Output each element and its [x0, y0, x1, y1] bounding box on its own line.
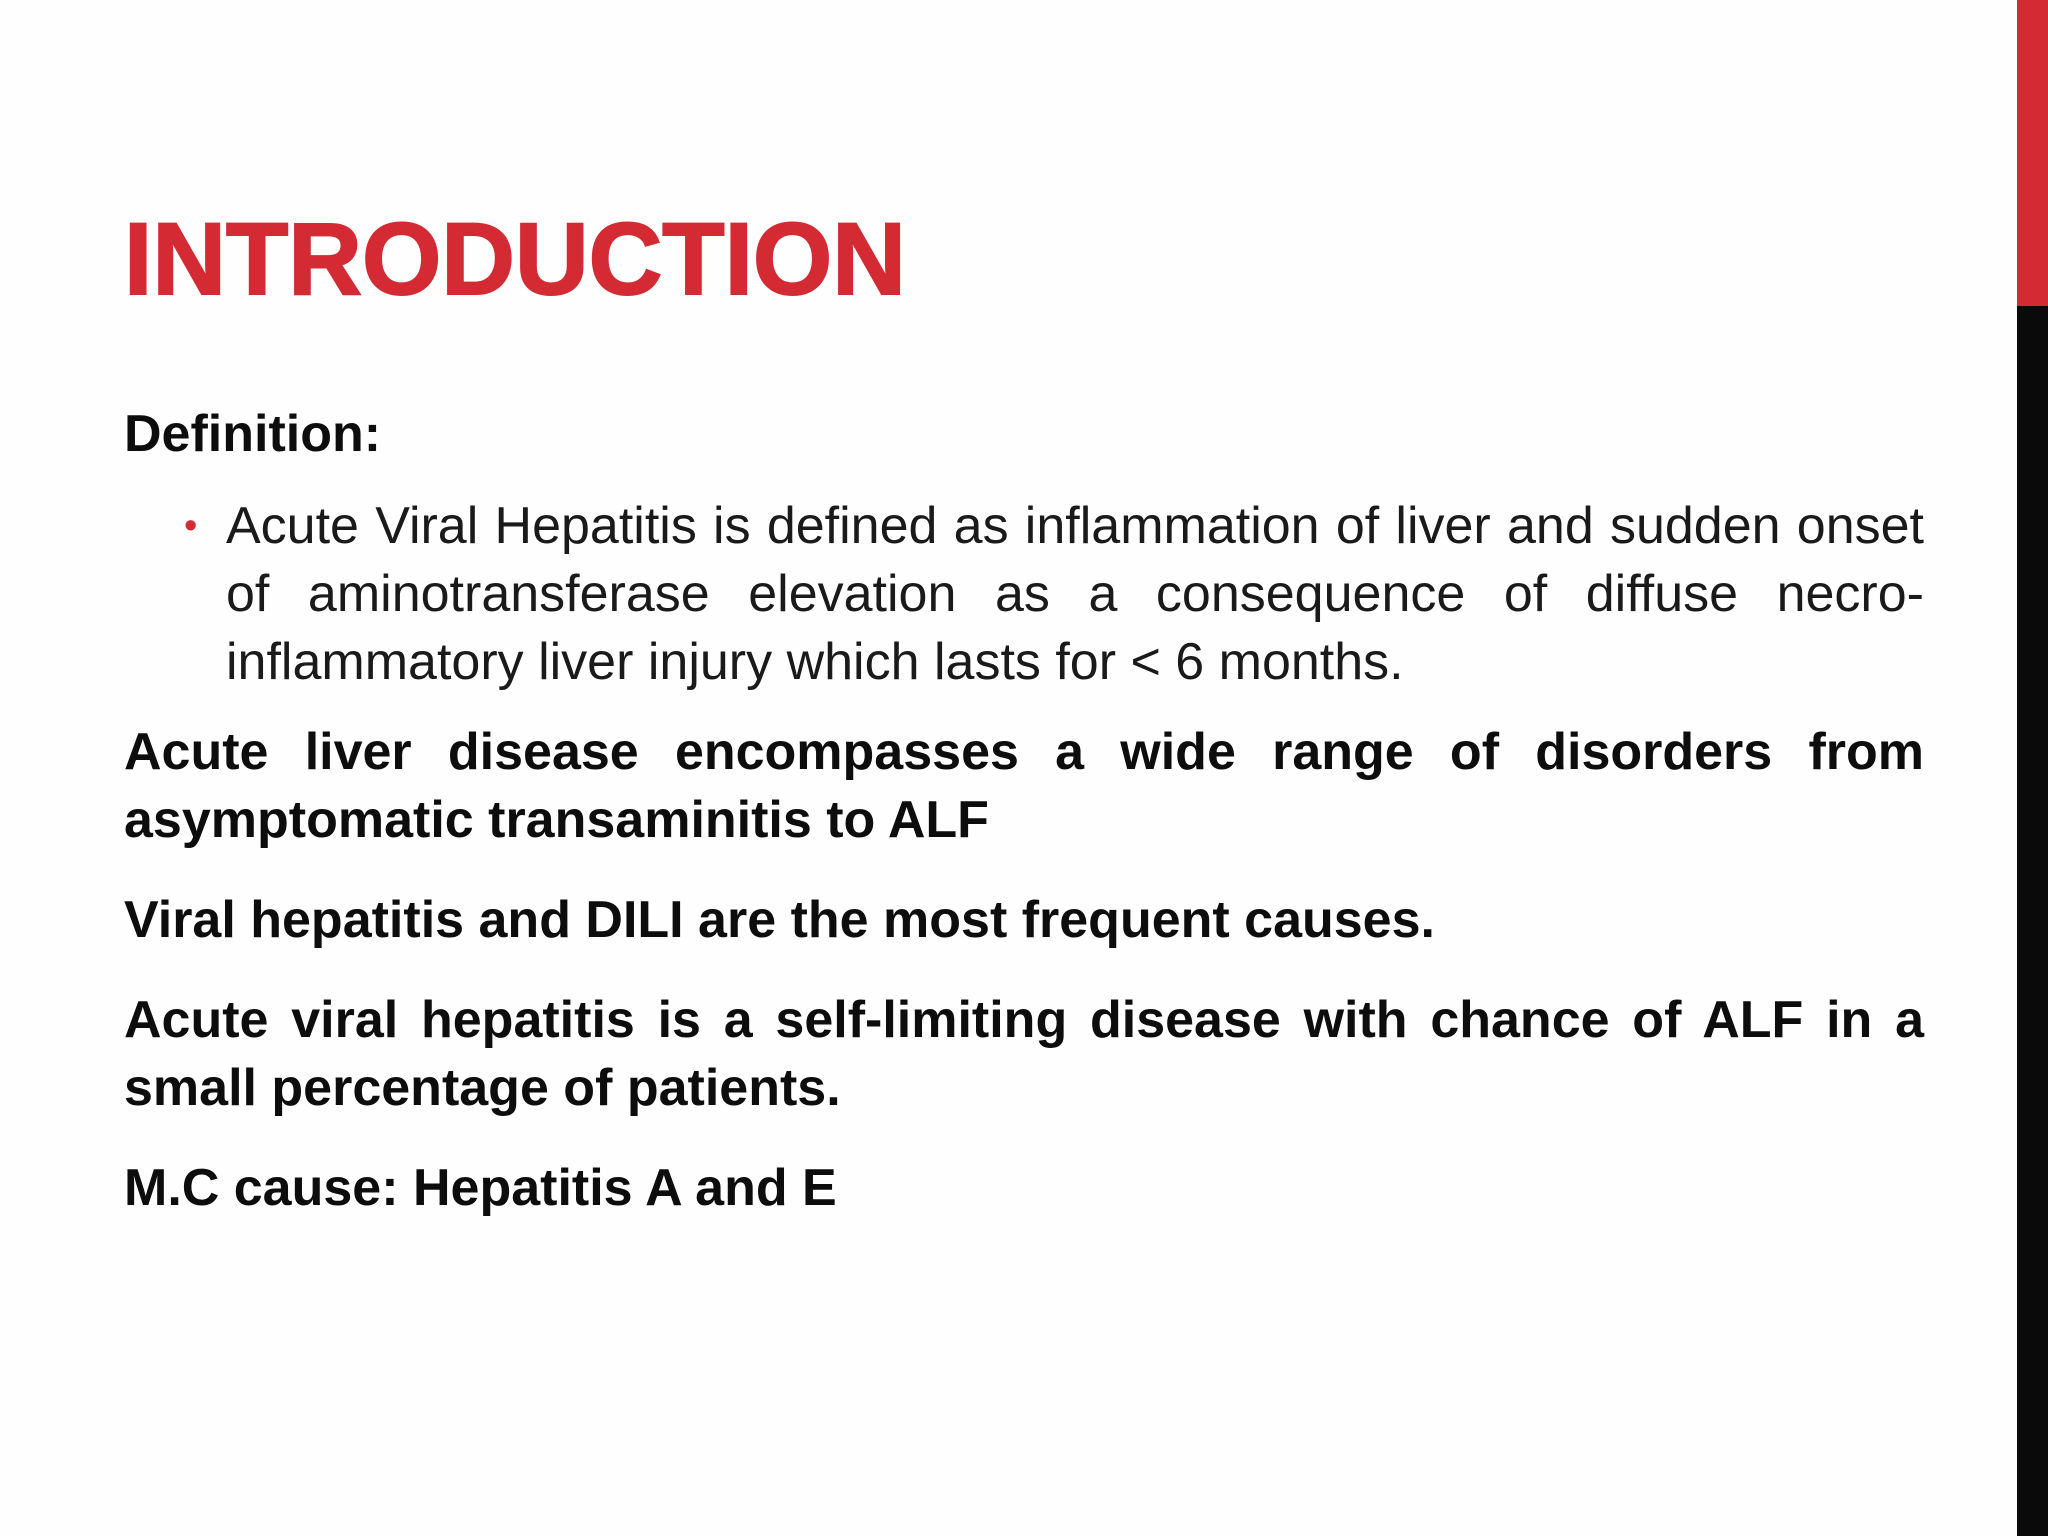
paragraph-frequent-causes: Viral hepatitis and DILI are the most frequent causes.: [124, 891, 1435, 949]
definition-label: Definition:: [124, 405, 382, 463]
paragraph-mc-cause: M.C cause: Hepatitis A and E: [124, 1159, 837, 1217]
slide-title: INTRODUCTION: [124, 202, 906, 316]
paragraph-acute-liver-disease: Acute liver disease encompasses a wide range of disorders from asymptomatic transaminitis to ALF: [124, 723, 1924, 849]
side-dark-bar: [2017, 306, 2048, 1536]
definition-bullet: [184, 492, 1924, 696]
slide-body: [124, 400, 1924, 1254]
bullet-icon: •: [184, 505, 198, 547]
paragraph-self-limiting: Acute viral hepatitis is a self-limiting disease with chance of ALF in a small percentage of patients.: [124, 991, 1924, 1117]
definition-text: Acute Viral Hepatitis is defined as inflammation of liver and sudden onset of aminotransferase elevation as a consequence of diffuse necro-inflammatory liver injury which lasts for < 6 months.: [226, 497, 1924, 691]
side-accent-bar: [2017, 0, 2048, 306]
